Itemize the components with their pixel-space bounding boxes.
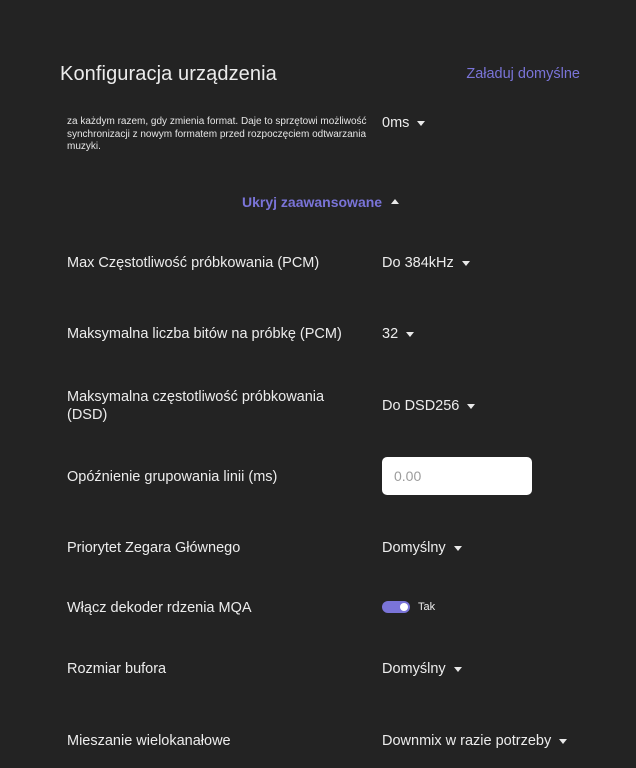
chevron-down-icon bbox=[467, 404, 475, 409]
mqa-decoder-label: Włącz dekoder rdzenia MQA bbox=[67, 600, 252, 616]
max-dsd-rate-dropdown[interactable] bbox=[382, 397, 475, 415]
chevron-down-icon bbox=[462, 261, 470, 266]
chevron-down-icon bbox=[454, 546, 462, 551]
chevron-down-icon bbox=[454, 667, 462, 672]
max-bits-value: 32 bbox=[382, 326, 399, 342]
load-defaults-link[interactable]: Załaduj domyślne bbox=[466, 66, 580, 82]
master-clock-priority-value: Domyślny bbox=[382, 540, 446, 556]
chevron-down-icon bbox=[417, 121, 425, 126]
chevron-down-icon bbox=[406, 332, 414, 337]
buffer-size-value: Domyślny bbox=[382, 661, 446, 677]
max-bits-label: Maksymalna liczba bitów na próbkę (PCM) bbox=[67, 326, 342, 342]
delay-dropdown[interactable] bbox=[382, 114, 425, 132]
multichannel-mixing-value: Downmix w razie potrzeby bbox=[382, 733, 552, 749]
mqa-decoder-toggle[interactable] bbox=[382, 601, 410, 613]
max-dsd-rate-value: Do DSD256 bbox=[382, 398, 460, 414]
multichannel-mixing-dropdown[interactable] bbox=[382, 732, 567, 750]
buffer-size-label: Rozmiar bufora bbox=[67, 661, 167, 677]
hide-advanced-button[interactable] bbox=[242, 192, 399, 212]
setting-description: za każdym razem, gdy zmienia format. Daje to sprzętowi możliwość synchronizacji z nowym formatem przed rozpoczęciem odtwarzania muzyki. bbox=[67, 116, 367, 152]
max-pcm-rate-label: Max Częstotliwość próbkowania (PCM) bbox=[67, 255, 320, 271]
max-pcm-rate-value: Do 384kHz bbox=[382, 255, 454, 271]
max-pcm-rate-dropdown[interactable] bbox=[382, 254, 470, 272]
toggle-knob bbox=[400, 603, 408, 611]
master-clock-priority-label: Priorytet Zegara Głównego bbox=[67, 540, 241, 556]
line-grouping-delay-label: Opóźnienie grupowania linii (ms) bbox=[67, 469, 278, 485]
buffer-size-dropdown[interactable] bbox=[382, 660, 462, 678]
multichannel-mixing-label: Mieszanie wielokanałowe bbox=[67, 733, 231, 749]
delay-dropdown-value: 0ms bbox=[382, 115, 410, 131]
hide-advanced-label: Ukryj zaawansowane bbox=[242, 194, 383, 210]
mqa-decoder-state: Tak bbox=[418, 601, 436, 613]
page-title: Konfiguracja urządzenia bbox=[60, 63, 277, 85]
master-clock-priority-dropdown[interactable] bbox=[382, 539, 462, 557]
max-dsd-rate-label: Maksymalna częstotliwość próbkowania (DSD) bbox=[67, 389, 325, 423]
chevron-up-icon bbox=[391, 199, 399, 204]
line-grouping-delay-input[interactable] bbox=[382, 457, 532, 495]
max-bits-dropdown[interactable] bbox=[382, 325, 414, 343]
chevron-down-icon bbox=[559, 739, 567, 744]
